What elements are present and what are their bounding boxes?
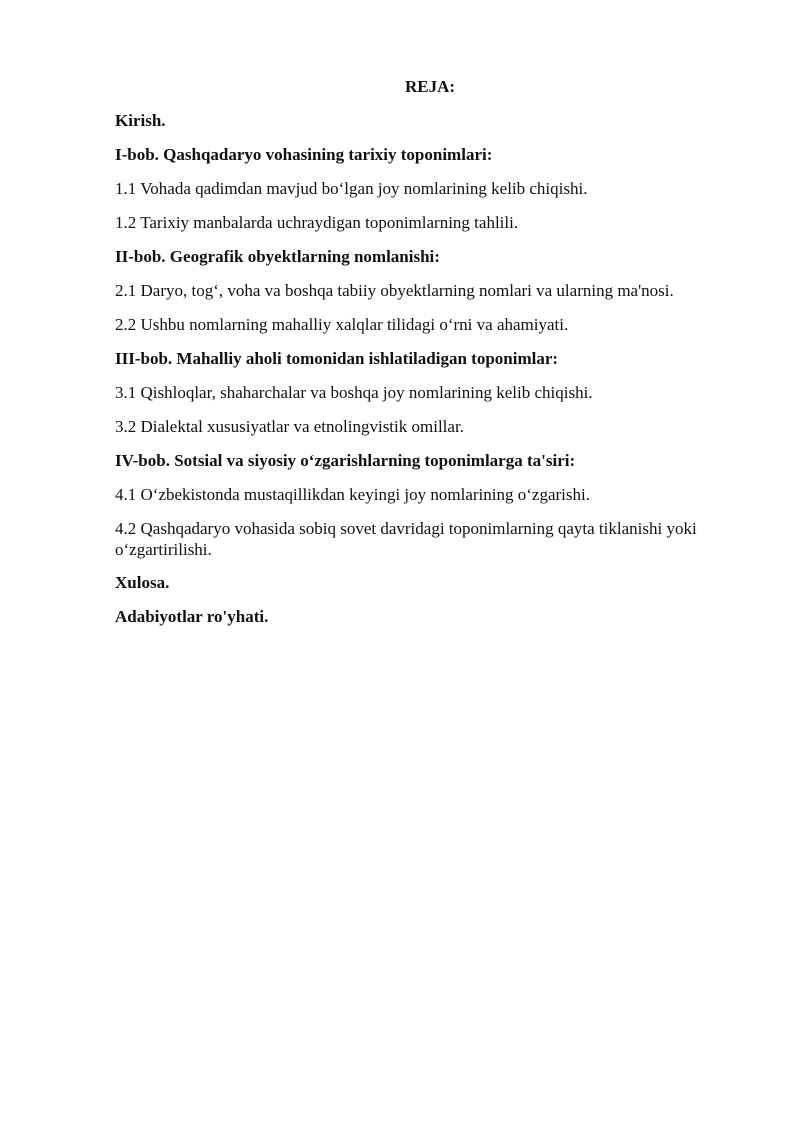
chapter-1-heading: I-bob. Qashqadaryo vohasining tarixiy toponimlari: (115, 145, 493, 164)
section-conclusion: Xulosa. (115, 573, 170, 592)
document-content (115, 76, 745, 640)
subsection-2-2: 2.2 Ushbu nomlarning mahalliy xalqlar tilidagi o‘rni va ahamiyati. (115, 315, 569, 334)
chapter-4-heading: IV-bob. Sotsial va siyosiy o‘zgarishlarning toponimlarga ta'siri: (115, 451, 576, 470)
subsection-1-2: 1.2 Tarixiy manbalarda uchraydigan toponimlarning tahlili. (115, 213, 519, 232)
subsection-3-1: 3.1 Qishloqlar, shaharchalar va boshqa joy nomlarining kelib chiqishi. (115, 383, 593, 402)
page-title: REJA: (404, 77, 456, 96)
subsection-4-1: 4.1 O‘zbekistonda mustaqillikdan keyingi joy nomlarining o‘zgarishi. (115, 485, 590, 504)
chapter-3-heading: III-bob. Mahalliy aholi tomonidan ishlatiladigan toponimlar: (115, 349, 559, 368)
subsection-4-2: 4.2 Qashqadaryo vohasida sobiq sovet davridagi toponimlarning qayta tiklanishi yoki o‘zgartirilishi. (115, 519, 697, 559)
section-bibliography: Adabiyotlar ro'yhati. (115, 607, 269, 626)
chapter-2-heading: II-bob. Geografik obyektlarning nomlanishi: (115, 247, 440, 266)
subsection-2-1: 2.1 Daryo, tog‘, voha va boshqa tabiiy obyektlarning nomlari va ularning ma'nosi. (115, 281, 674, 300)
subsection-3-2: 3.2 Dialektal xususiyatlar va etnolingvistik omillar. (115, 417, 464, 436)
subsection-1-1: 1.1 Vohada qadimdan mavjud bo‘lgan joy nomlarining kelib chiqishi. (115, 179, 588, 198)
section-intro: Kirish. (115, 111, 166, 130)
